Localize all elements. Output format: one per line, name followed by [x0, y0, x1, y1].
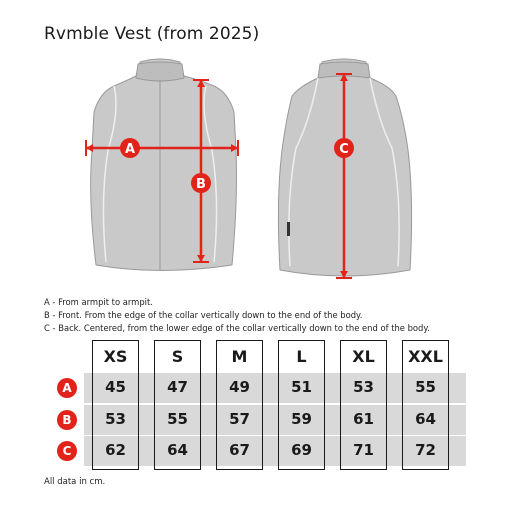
note-a: A - From armpit to armpit.	[44, 297, 153, 307]
row-badge-b: B	[57, 410, 77, 430]
cell-b-xs: 53	[105, 410, 126, 428]
cell-a-s: 47	[167, 378, 188, 396]
cell-a-xl: 53	[353, 378, 374, 396]
cell-c-xxl: 72	[415, 441, 436, 459]
label-c: C	[339, 142, 349, 157]
row-badge-c: C	[57, 441, 77, 461]
cell-b-l: 59	[291, 410, 312, 428]
header-xl: XL	[352, 347, 375, 366]
footnote: All data in cm.	[44, 477, 106, 487]
label-a: A	[124, 142, 136, 157]
row-badge-a: A	[57, 378, 77, 398]
cell-c-l: 69	[291, 441, 312, 459]
cell-a-l: 51	[291, 378, 312, 396]
measurement-notes	[44, 296, 430, 335]
cell-c-s: 64	[167, 441, 188, 459]
note-c: C - Back. Centered, from the lower edge of the collar vertically down to the end of the body.	[44, 323, 430, 333]
note-b: B - Front. From the edge of the collar vertically down to the end of the body.	[44, 310, 363, 320]
header-s: S	[171, 347, 184, 366]
header-xxl: XXL	[408, 347, 443, 366]
cell-a-xxl: 55	[415, 378, 436, 396]
cell-b-s: 55	[167, 410, 188, 428]
cell-a-xs: 45	[105, 378, 126, 396]
label-b: B	[196, 177, 206, 192]
front-vest	[86, 59, 238, 271]
cell-b-m: 57	[229, 410, 250, 428]
cell-c-xs: 62	[105, 441, 126, 459]
cell-b-xxl: 64	[415, 410, 436, 428]
cell-a-m: 49	[229, 378, 250, 396]
cell-c-xl: 71	[353, 441, 374, 459]
back-vest	[278, 59, 411, 278]
header-xs: XS	[103, 347, 128, 366]
header-m: M	[231, 347, 248, 366]
cell-c-m: 67	[229, 441, 250, 459]
page-title: Rvmble Vest (from 2025)	[44, 24, 260, 44]
header-l: L	[296, 347, 307, 366]
cell-b-xl: 61	[353, 410, 374, 428]
